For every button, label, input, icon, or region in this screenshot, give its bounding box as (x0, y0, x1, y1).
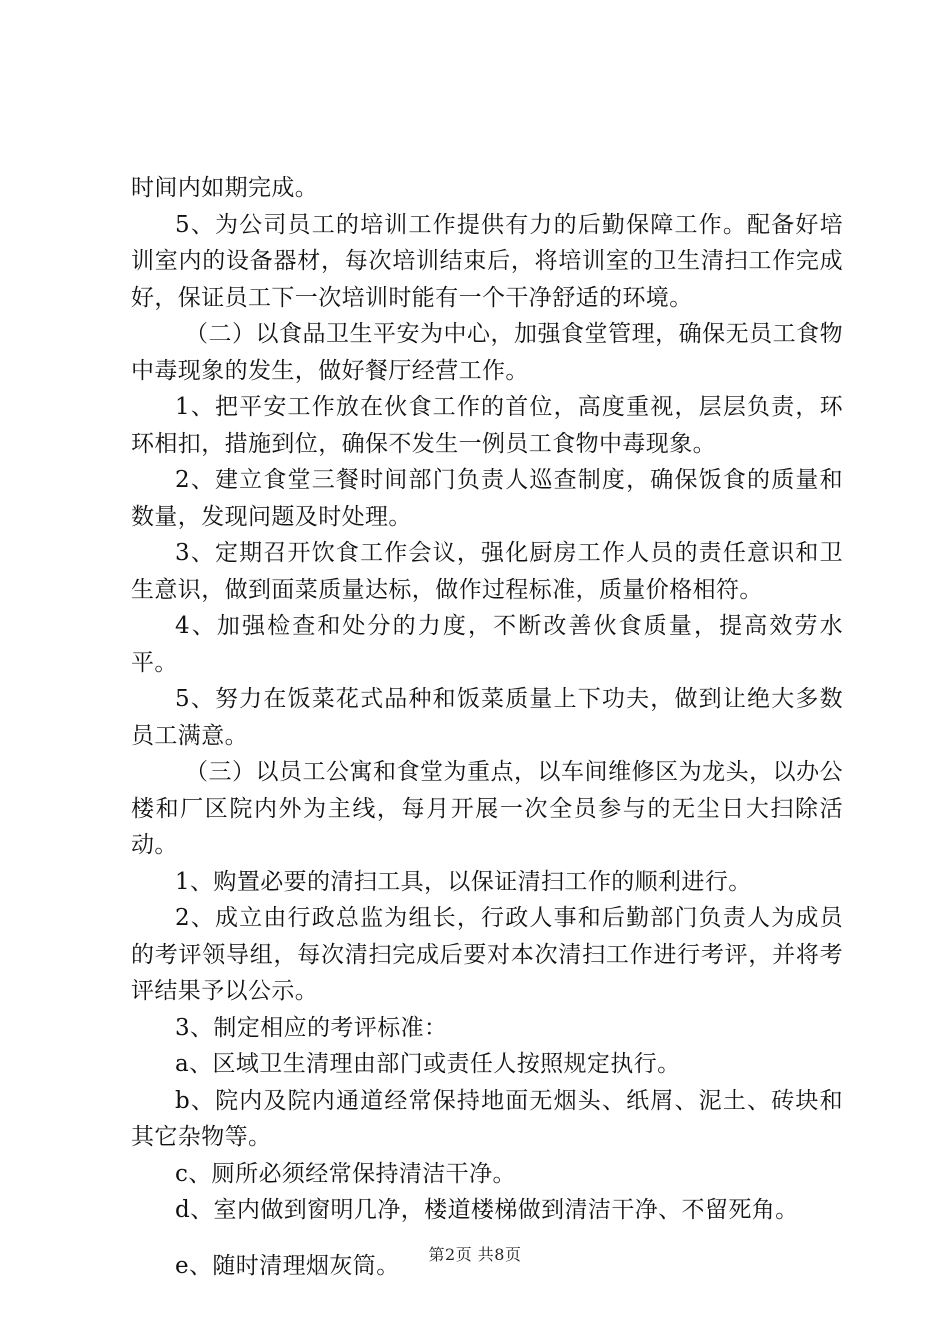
paragraph-section-3-heading: （三）以员工公寓和食堂为重点，以车间维修区为龙头，以办公楼和厂区院内外为主线，每月开展一次全员参与的无尘日大扫除活动。 (131, 759, 843, 858)
paragraph-section-2-heading: （二）以食品卫生平安为中心，加强食堂管理，确保无员工食物中毒现象的发生，做好餐厅经营工作。 (131, 321, 843, 384)
paragraph-item-2-inspection: 2、建立食堂三餐时间部门负责人巡查制度，确保饭食的质量和数量，发现问题及时处理。 (131, 467, 843, 530)
paragraph-item-5-menu: 5、努力在饭菜花式品种和饭菜质量上下功夫，做到让绝大多数员工满意。 (131, 686, 843, 749)
paragraph-item-1-safety: 1、把平安工作放在伙食工作的首位，高度重视，层层负责，环环相扣，措施到位，确保不发生一例员工食物中毒现象。 (131, 394, 843, 457)
paragraph-item-3-standards: 3、制定相应的考评标准： (175, 1014, 448, 1041)
paragraph-item-2-review-group: 2、成立由行政总监为组长，行政人事和后勤部门负责人为成员的考评领导组，每次清扫完成后要对本次清扫工作进行考评，并将考评结果予以公示。 (131, 905, 843, 1004)
paragraph-item-3-meetings: 3、定期召开饮食工作会议，强化厨房工作人员的责任意识和卫生意识，做到面菜质量达标，做作过程标准，质量价格相符。 (131, 540, 843, 603)
paragraph-item-1-tools: 1、购置必要的清扫工具，以保证清扫工作的顺利进行。 (175, 868, 752, 895)
paragraph-standard-d: d、室内做到窗明几净，楼道楼梯做到清洁干净、不留死角。 (175, 1197, 799, 1223)
paragraph-standard-b: b、院内及院内通道经常保持地面无烟头、纸屑、泥土、砖块和其它杂物等。 (131, 1087, 843, 1150)
page-number-footer: 第2页 共8页 (428, 1245, 522, 1264)
paragraph-continuation: 时间内如期完成。 (131, 175, 319, 201)
paragraph-standard-e: e、随时清理烟灰筒。 (175, 1252, 400, 1279)
paragraph-standard-c: c、厕所必须经常保持清洁干净。 (175, 1160, 516, 1187)
document-body (131, 170, 843, 1284)
paragraph-item-4-checks: 4、加强检查和处分的力度，不断改善伙食质量，提高效劳水平。 (131, 613, 843, 676)
paragraph-item-5-training-support: 5、为公司员工的培训工作提供有力的后勤保障工作。配备好培训室内的设备器材，每次培训结束后，将培训室的卫生清扫工作完成好，保证员工下一次培训时能有一个干净舒适的环境。 (131, 211, 843, 311)
paragraph-standard-a: a、区域卫生清理由部门或责任人按照规定执行。 (175, 1051, 681, 1077)
